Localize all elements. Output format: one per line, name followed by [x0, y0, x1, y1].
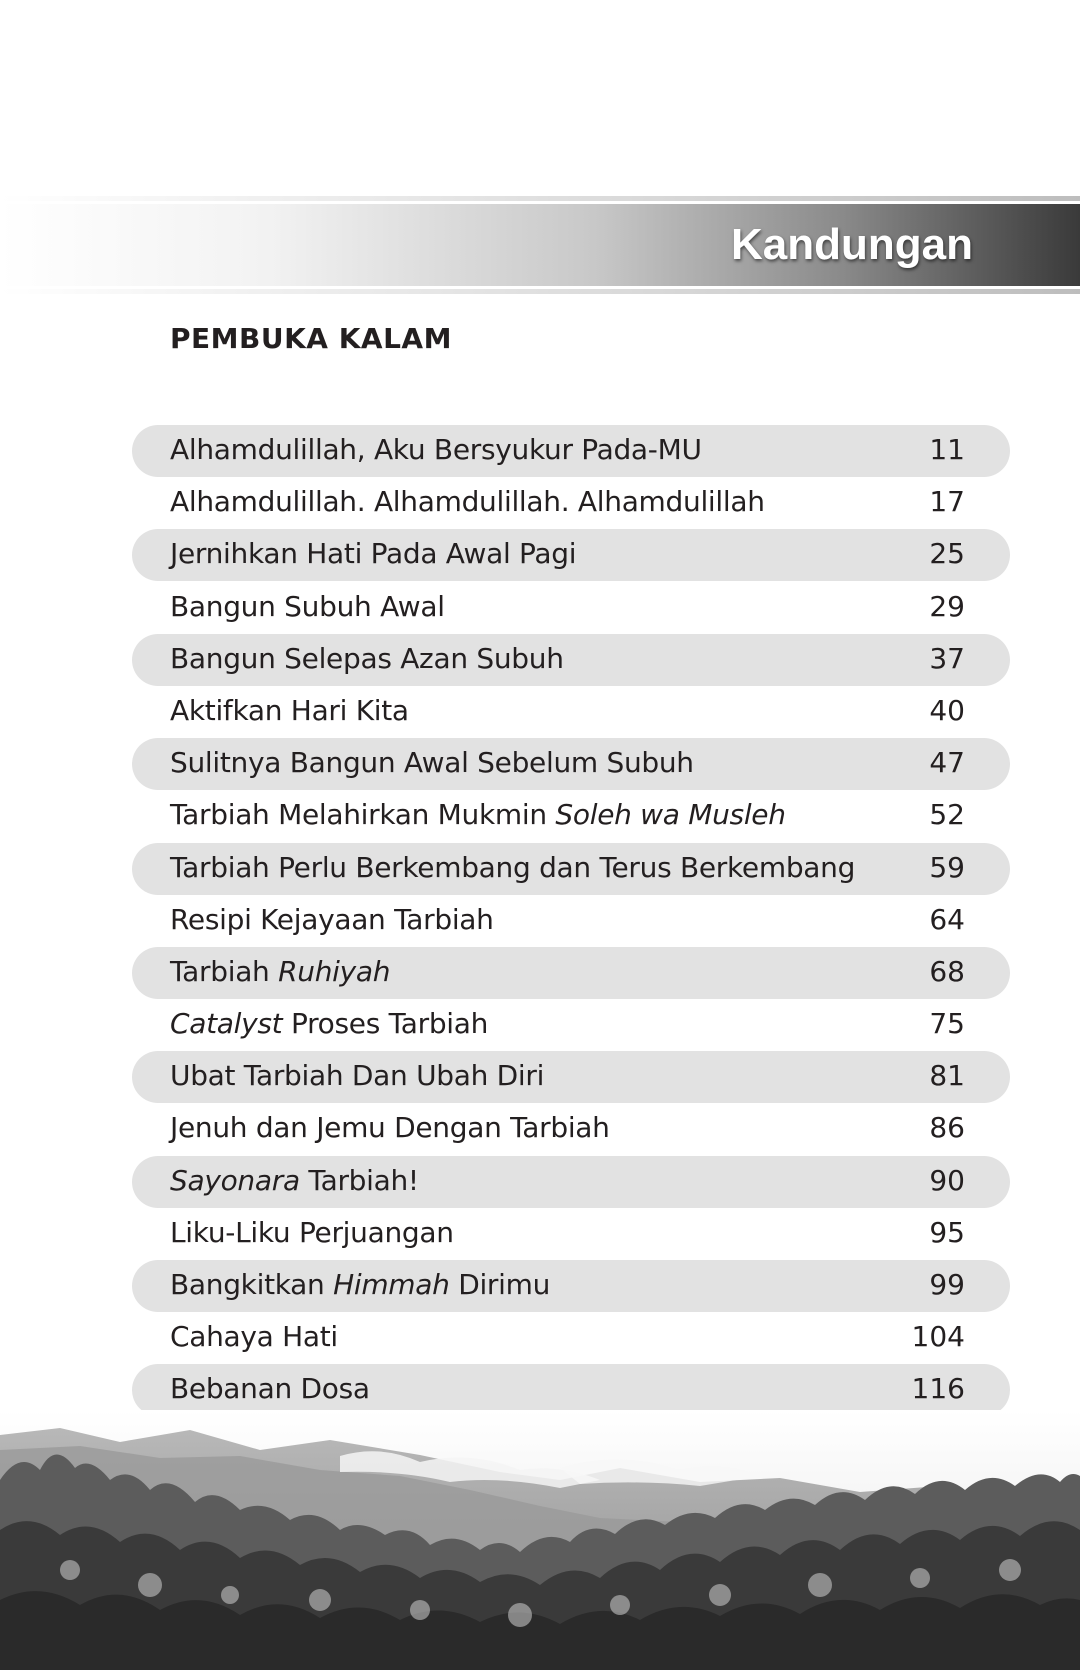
toc-entry-title: [170, 1111, 610, 1144]
toc-page-number: 68: [929, 954, 965, 988]
toc-title-segment: Aktifkan Hari Kita: [170, 693, 409, 727]
toc-row: [132, 1364, 1010, 1416]
toc-page-number: 40: [929, 693, 965, 727]
toc-entry-title: [170, 851, 855, 884]
toc-title-segment: Tarbiah Perlu Berkembang dan Terus Berkembang: [170, 850, 856, 884]
toc-row: [132, 425, 1010, 477]
toc-title-segment: Bangun Selepas Azan Subuh: [170, 641, 564, 675]
toc-page-number: 29: [929, 589, 965, 623]
toc-page-number: 104: [911, 1320, 965, 1354]
toc-page-number: 11: [929, 433, 965, 466]
toc-title-italic-segment: Himmah: [333, 1268, 450, 1301]
toc-page-number: 25: [929, 537, 965, 571]
toc-row: [132, 1260, 1010, 1312]
toc-page-number: 37: [929, 641, 965, 675]
toc-title-segment: Bebanan Dosa: [170, 1372, 370, 1406]
toc-title-segment: Resipi Kejayaan Tarbiah: [170, 902, 494, 936]
toc-row: [132, 634, 1010, 686]
toc-page-number: 75: [929, 1007, 965, 1041]
toc-title-segment: Ubat Tarbiah Dan Ubah Diri: [170, 1059, 545, 1093]
toc-page-number: 90: [929, 1163, 965, 1197]
toc-row: [132, 1051, 1010, 1103]
toc-entry-title: [170, 642, 564, 675]
toc-entry-title: [170, 1268, 550, 1301]
toc-row: [132, 999, 1010, 1051]
toc-entry-title: [170, 798, 786, 831]
toc-row: [132, 1103, 1010, 1155]
toc-entry-title: [170, 433, 702, 466]
toc-page-number: 86: [929, 1111, 965, 1145]
toc-entry-title: [170, 955, 390, 988]
toc-row: [132, 477, 1010, 529]
toc-page-number: 81: [929, 1059, 965, 1093]
toc-page-number: 95: [929, 1215, 965, 1249]
toc-entry-title: [170, 485, 765, 518]
toc-entry-title: [170, 537, 576, 570]
toc-page-number: 99: [929, 1268, 965, 1301]
toc-title-italic-segment: Soleh wa Musleh: [555, 798, 786, 832]
toc-title-italic-segment: Ruhiyah: [278, 954, 391, 988]
toc-row: [132, 582, 1010, 634]
toc-row: [132, 790, 1010, 842]
toc-title-segment: Alhamdulillah. Alhamdulillah. Alhamdulillah: [170, 485, 765, 519]
toc-title-segment: Liku-Liku Perjuangan: [170, 1215, 454, 1249]
page-title: Kandungan: [731, 220, 973, 269]
toc-row: [132, 1156, 1010, 1208]
toc-title-segment: Tarbiah Melahirkan Mukmin: [170, 798, 556, 832]
toc-page-number: 64: [929, 902, 965, 936]
toc-row: [132, 1208, 1010, 1260]
toc-entry-title: [170, 1216, 454, 1249]
toc-title-italic-segment: Catalyst: [170, 1007, 283, 1041]
section-heading: PEMBUKA KALAM: [170, 322, 452, 355]
toc-title-segment: Tarbiah: [170, 954, 279, 988]
toc-row: [132, 895, 1010, 947]
toc-page-number: 59: [929, 850, 965, 884]
toc-row: [132, 947, 1010, 999]
toc-entry-title: [170, 1164, 419, 1197]
toc-title-italic-segment: Sayonara: [170, 1163, 300, 1197]
toc-entry-title: [170, 1059, 544, 1092]
toc-title-segment: Proses Tarbiah: [282, 1007, 489, 1041]
toc-entry-title: [170, 694, 409, 727]
toc-page-number: 17: [929, 485, 965, 519]
toc-row: [132, 686, 1010, 738]
toc-entry-title: [170, 1007, 488, 1040]
toc-title-segment: Alhamdulillah, Aku Bersyukur Pada-MU: [170, 433, 702, 466]
toc-entry-title: [170, 1320, 338, 1353]
toc-title-segment: Bangkitkan: [170, 1268, 334, 1301]
mountain-forest-image: [0, 1410, 1080, 1670]
toc-title-segment: Jenuh dan Jemu Dengan Tarbiah: [170, 1111, 610, 1145]
toc-row: [132, 529, 1010, 581]
toc-title-segment: Dirimu: [449, 1268, 551, 1301]
toc-title-segment: Bangun Subuh Awal: [170, 589, 445, 623]
toc-page-number: 47: [929, 746, 965, 780]
toc-entry-title: [170, 1372, 370, 1405]
toc-entry-title: [170, 746, 694, 779]
toc-page-number: 116: [911, 1372, 965, 1406]
toc-title-segment: Cahaya Hati: [170, 1320, 338, 1354]
toc-title-segment: Sulitnya Bangun Awal Sebelum Subuh: [170, 746, 694, 780]
title-banner: [0, 204, 1080, 286]
toc-title-segment: Tarbiah!: [299, 1163, 419, 1197]
toc-row: [132, 738, 1010, 790]
toc-title-segment: Jernihkan Hati Pada Awal Pagi: [170, 537, 577, 571]
table-of-contents: [132, 425, 1010, 1417]
toc-row: [132, 1312, 1010, 1364]
toc-row: [132, 843, 1010, 895]
toc-entry-title: [170, 590, 445, 623]
toc-entry-title: [170, 903, 494, 936]
toc-page-number: 52: [929, 798, 965, 832]
